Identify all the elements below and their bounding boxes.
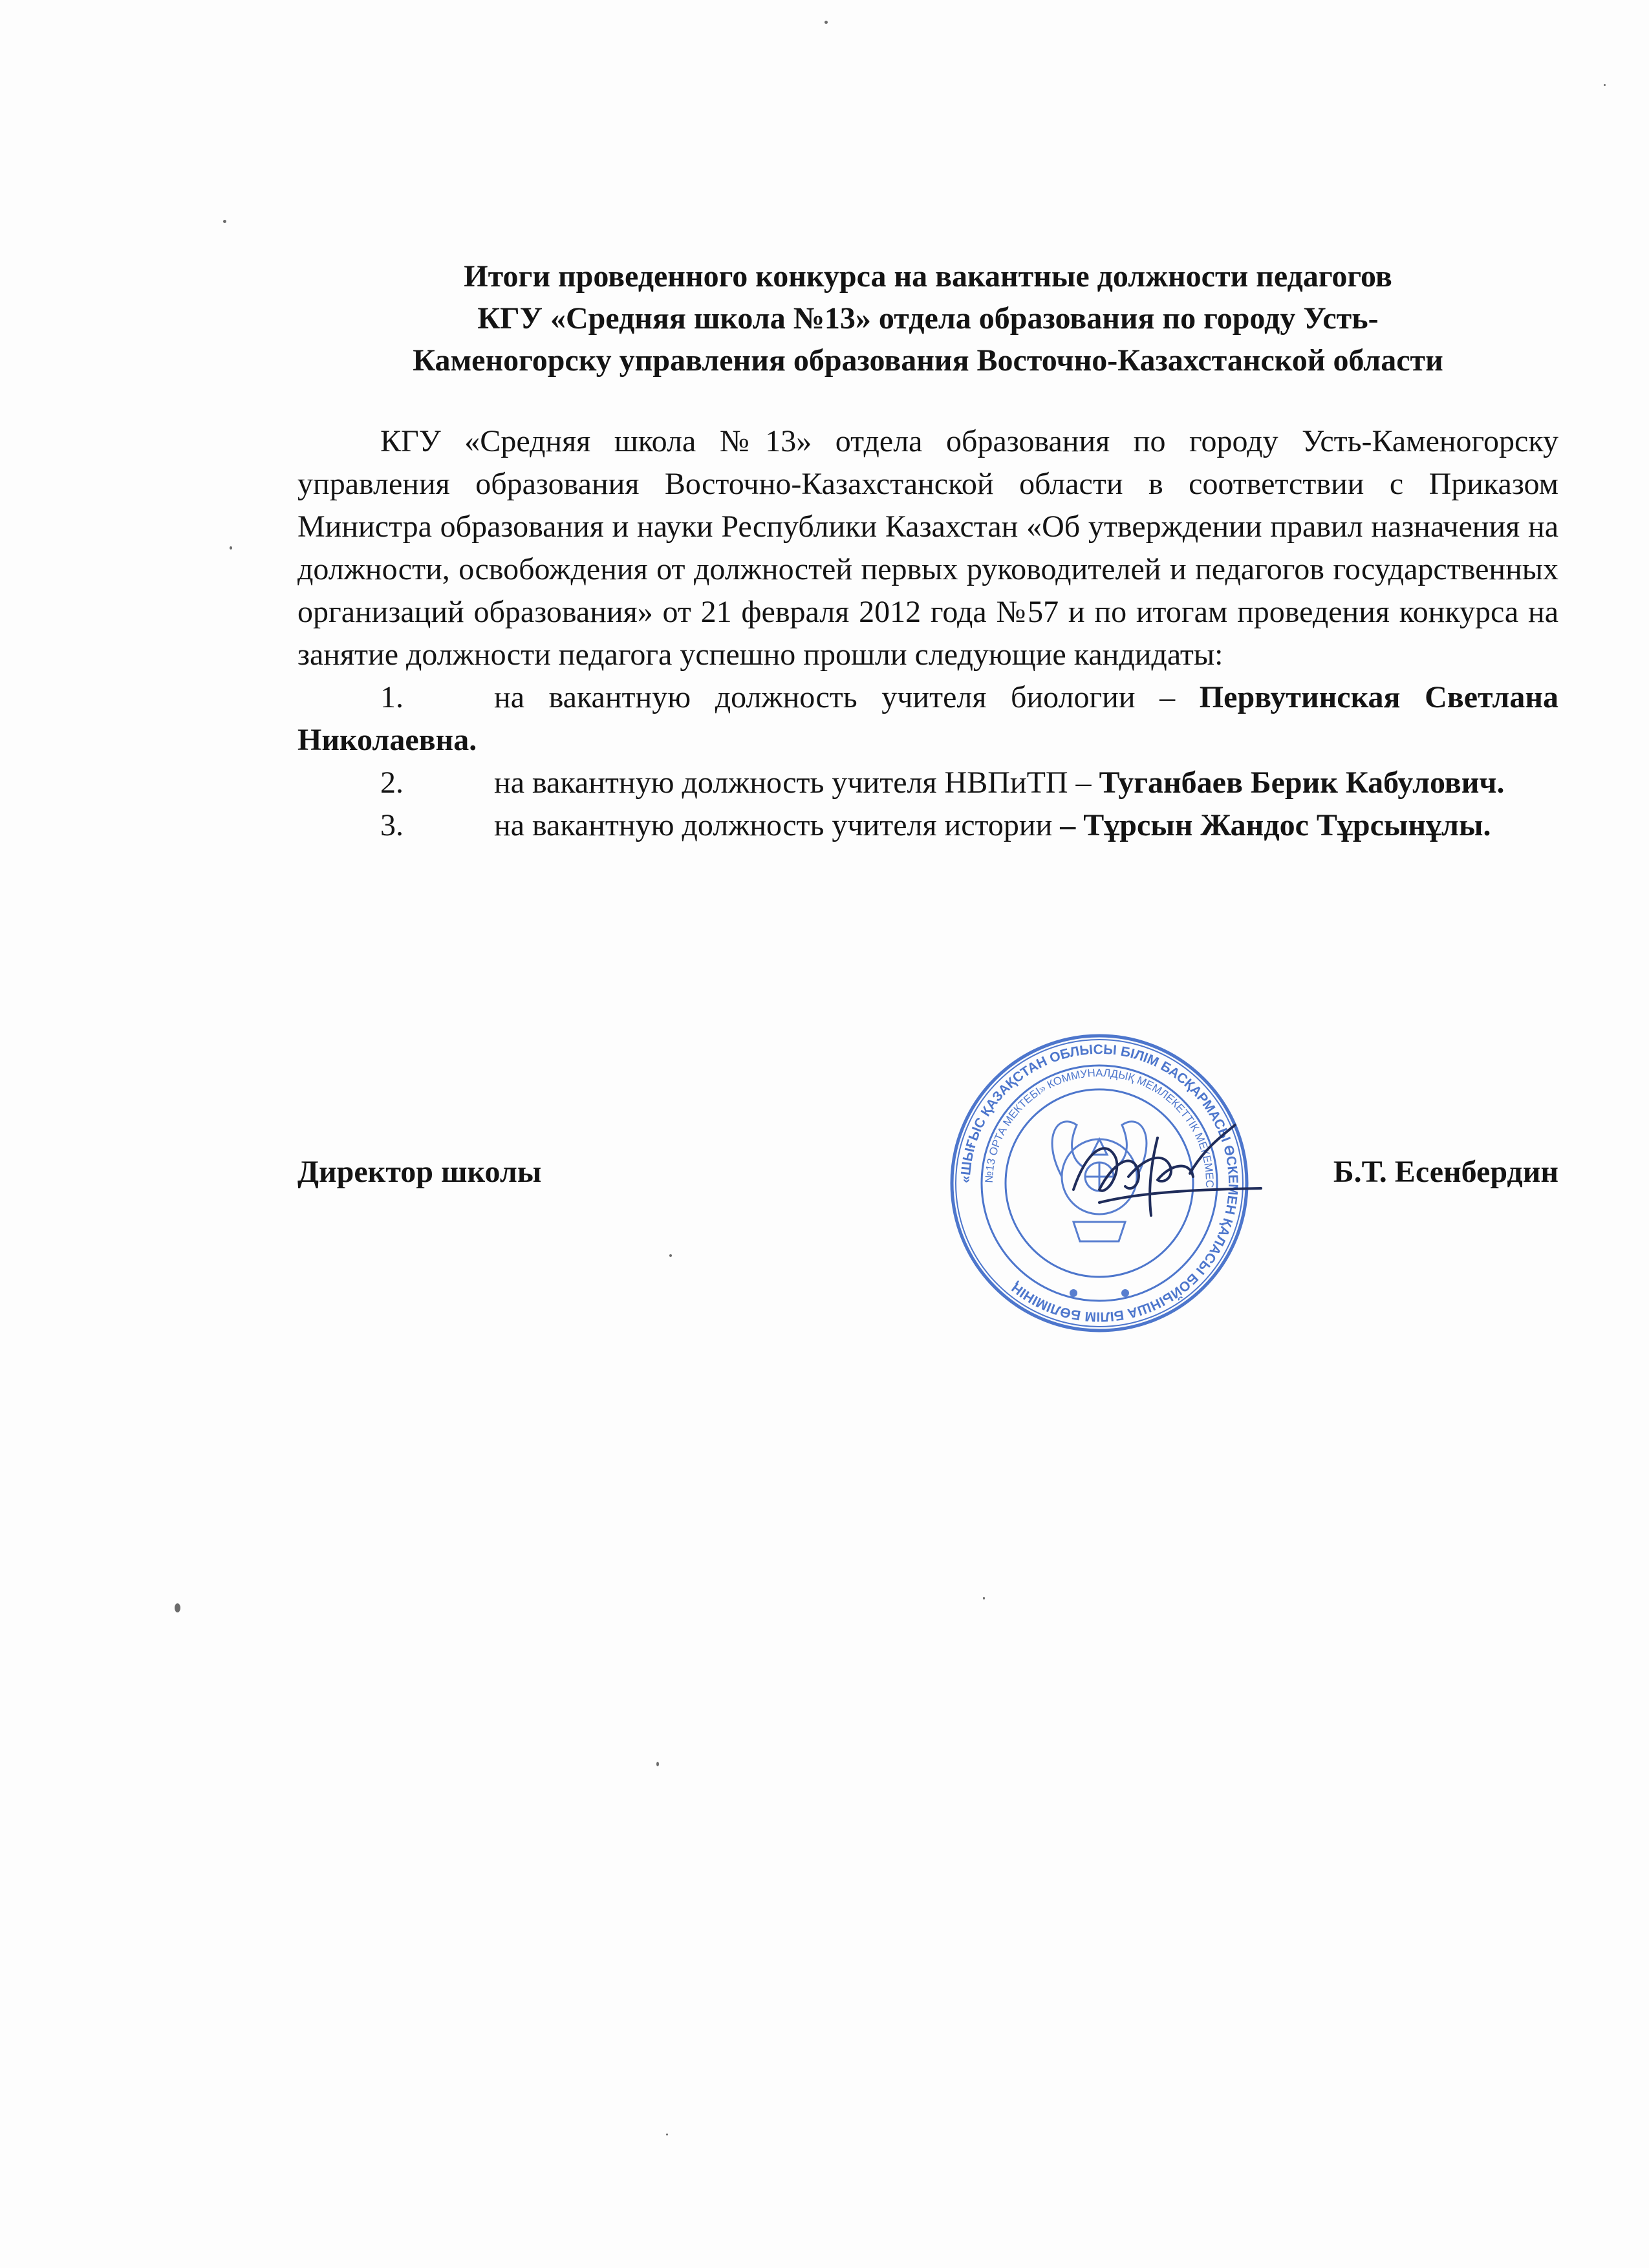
signatory-role: Директор школы <box>297 1155 542 1189</box>
document-body <box>297 420 1558 847</box>
title-line: Итоги проведенного конкурса на вакантные должности педагогов <box>464 259 1392 294</box>
candidate-name: Первутинская Светлана Николаевна. <box>297 680 1558 757</box>
scan-speck <box>175 1603 180 1612</box>
scan-speck <box>669 1254 672 1257</box>
scan-speck <box>656 1762 659 1766</box>
stamp-outer-text: «ШЫҒЫС ҚАЗАҚСТАН ОБЛЫСЫ БІЛІМ БАСҚАРМАСЫ ӨСКЕМЕН ҚАЛАСЫ БОЙЫНША БІЛІМ БӨЛІМІНІҢ <box>958 1042 1241 1325</box>
signature-block <box>297 1151 1558 1196</box>
scan-speck <box>666 2134 668 2135</box>
candidate-position: на вакантную должность учителя биологии – <box>494 680 1200 714</box>
scan-speck <box>824 21 828 24</box>
title-line: КГУ «Средняя школа №13» отдела образования по городу Усть- <box>477 301 1379 336</box>
scan-speck <box>230 546 232 550</box>
intro-paragraph: КГУ «Средняя школа №13» отдела образования по городу Усть-Каменогорску управления образования Восточно-Казахстанской области в соответствии с Приказом Министра образования и науки Республики Казахстан «Об утверждении правил назначения на должности, освобождения от должностей первых руководителей и педагогов государственных организаций образования» от 21 февраля 2012 года №57 и по итогам проведения конкурса на занятие должности педагога успешно прошли следующие кандидаты: <box>297 424 1558 672</box>
title-line: Каменогорску управления образования Восточно-Казахстанской области <box>413 343 1443 378</box>
candidate-position: на вакантную должность учителя НВПиТП – <box>494 765 1099 800</box>
candidate-name: – Тұрсын Жандос Тұрсынұлы. <box>1060 808 1491 842</box>
candidate-number: 1. <box>380 680 404 714</box>
candidate-item <box>297 762 1558 804</box>
scan-speck <box>983 1597 985 1599</box>
candidate-position: на вакантную должность учителя истории <box>494 808 1061 842</box>
signatory-name: Б.Т. Есенбердин <box>1333 1155 1558 1189</box>
candidate-number: 3. <box>380 808 404 842</box>
candidate-item <box>297 804 1558 847</box>
candidate-name: Туганбаев Берик Кабулович. <box>1099 765 1505 800</box>
scan-speck <box>1604 84 1606 86</box>
scan-speck <box>223 220 226 223</box>
stamp-inner-text: №13 ОРТА МЕКТЕБІ» КОММУНАЛДЫҚ МЕМЛЕКЕТТІК МЕКЕМЕСІ <box>982 1066 1216 1192</box>
candidate-item <box>297 676 1558 762</box>
document-title <box>285 255 1571 381</box>
candidate-number: 2. <box>380 765 404 800</box>
